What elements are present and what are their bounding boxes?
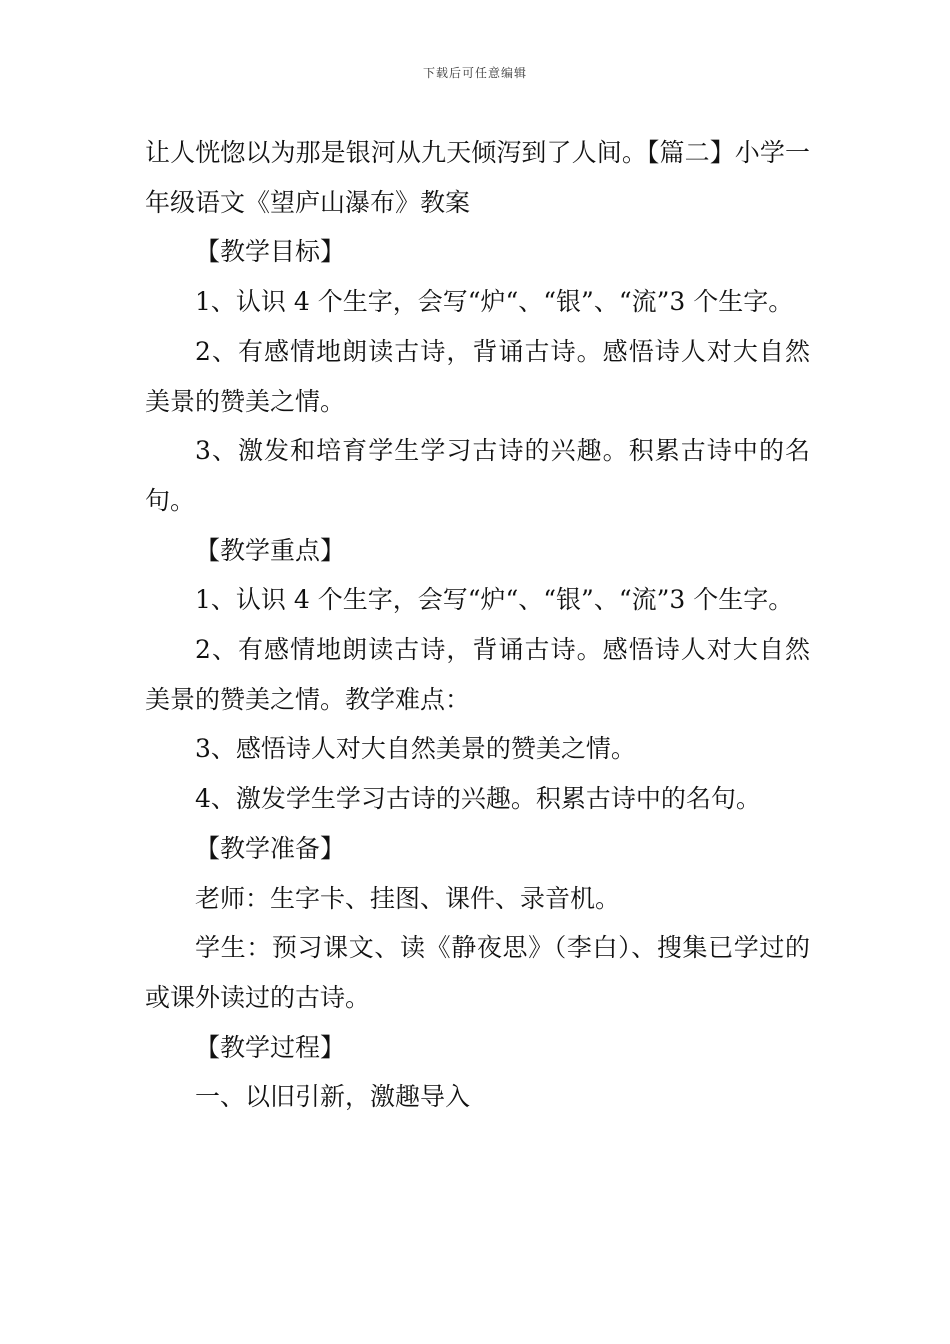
- objective-item-2: 2、有感情地朗读古诗，背诵古诗。感悟诗人对大自然美景的赞美之情。: [145, 336, 810, 416]
- preparation-teacher: 老师：生字卡、挂图、课件、录音机。: [195, 883, 621, 913]
- objective-item-1: 1、认识 4 个生字，会写“炉“、“银”、“流”3 个生字。: [195, 287, 794, 317]
- section-heading-key-points: 【教学重点】: [195, 535, 346, 565]
- page-header: 下载后可任意编辑: [422, 66, 527, 80]
- preparation-student: 学生：预习课文、读《静夜思》（李白）、搜集已学过的或课外读过的古诗。: [145, 933, 810, 1012]
- difficulty-item-3: 3、感悟诗人对大自然美景的赞美之情。: [195, 734, 636, 764]
- difficulty-item-4: 4、激发学生学习古诗的兴趣。积累古诗中的名句。: [195, 784, 761, 814]
- section-heading-objectives: 【教学目标】: [195, 237, 346, 267]
- section-heading-preparation: 【教学准备】: [195, 833, 346, 863]
- document-body: [145, 128, 810, 1122]
- key-point-item-2: 2、有感情地朗读古诗，背诵古诗。感悟诗人对大自然美景的赞美之情。教学难点：: [145, 635, 810, 714]
- key-point-item-1: 1、认识 4 个生字，会写“炉“、“银”、“流”3 个生字。: [195, 585, 794, 615]
- process-step-1: 一、以旧引新，激趣导入: [195, 1082, 471, 1112]
- paragraph-continuation: 让人恍惚以为那是银河从九天倾泻到了人间。【篇二】小学一年级语文《望庐山瀑布》教案: [145, 138, 810, 217]
- objective-item-3: 3、激发和培育学生学习古诗的兴趣。积累古诗中的名句。: [145, 436, 810, 515]
- section-heading-process: 【教学过程】: [195, 1032, 346, 1062]
